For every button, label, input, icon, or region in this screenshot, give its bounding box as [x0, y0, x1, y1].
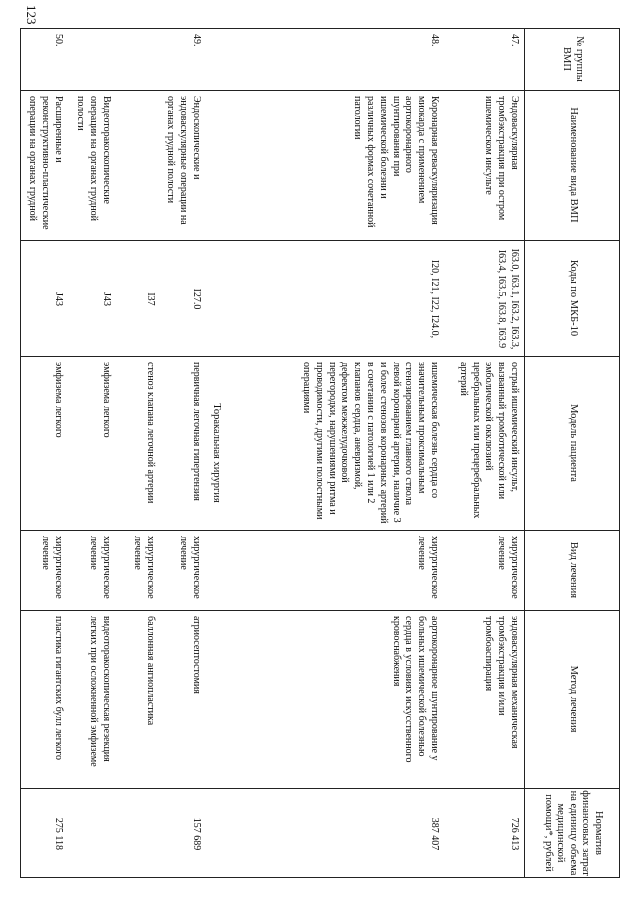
- header-treatment-method: Метод лечения: [567, 665, 579, 732]
- row-47-number: 47.: [509, 33, 520, 46]
- table-rule-bottom: [20, 28, 21, 878]
- row-50-codes: J43: [53, 291, 64, 306]
- header-treatment-type: Вид лечения: [567, 541, 579, 598]
- row-48-model: ишемическая болезнь сердца со значительным проксимальным стенозированием главного ствола левой коронарной артерии, наличие 3 и более стенозов коронарных артерий в сочетании с патологией 1 или 2 клапанов сердца, аневризмой, дефектом межжелудочковой перегородки, нарушениями ритма и проводимости, другими полостными операциями: [301, 361, 440, 523]
- row-49-type: хирургическое лечение: [178, 535, 202, 599]
- header-vmp-name: Наименование вида ВМП: [567, 106, 579, 223]
- header-icd-codes: Коды по МКБ-10: [567, 259, 579, 336]
- row-50-type: хирургическое лечение: [40, 535, 64, 599]
- row-49-method: атриосептостомия: [191, 615, 202, 694]
- row-50-cost: 275 118: [53, 817, 64, 850]
- row-47-model: острый ишемический инсульт, вызванный тромботической или эмболической окклюзией церебральных или прецеребральных артерий: [457, 361, 520, 518]
- row-49c-type: хирургическое лечение: [88, 535, 112, 599]
- row-49b-model: стеноз клапана легочной артерии: [145, 361, 156, 503]
- row-48-codes: I20, I21, I22, I24.0,: [429, 259, 440, 338]
- col-rule: [20, 610, 620, 611]
- row-50-name: Расширенные и реконструктивно-пластические операции на органах грудной: [27, 95, 64, 230]
- header-patient-model: Модель пациента: [567, 403, 579, 482]
- row-49c-name: Видеоторакоскопические операции на органах грудной полости: [75, 95, 112, 221]
- row-49b-type: хирургическое лечение: [132, 535, 156, 599]
- row-49c-codes: J43: [101, 291, 112, 306]
- row-50-model: эмфизема легкого: [53, 361, 64, 438]
- header-cost-norm: Норматив финансовых затрат на единицу объема медицинской помощи*, рублей: [542, 789, 604, 876]
- row-48-type: хирургическое лечение: [416, 535, 440, 599]
- section-title-thoracic-surgery: Торакальная хирургия: [211, 402, 222, 503]
- vmp-table: [20, 28, 620, 878]
- header-group-number: № группы ВМП: [561, 35, 586, 82]
- row-48-number: 48.: [429, 33, 440, 46]
- row-47-cost: 726 413: [509, 817, 520, 850]
- col-rule: [20, 356, 620, 357]
- row-48-cost: 387 407: [429, 817, 440, 850]
- col-rule: [20, 788, 620, 789]
- row-49c-method: видеоторакоскопическая резекция легких при осложненной эмфиземе: [88, 615, 112, 767]
- row-49-name: Эндоскопические и эндоваскулярные операции на органах грудной полости: [165, 95, 202, 225]
- row-49c-model: эмфизема легкого: [101, 361, 112, 438]
- row-50-method: пластика гигантских булл легкого: [53, 615, 64, 760]
- col-rule: [20, 90, 620, 91]
- row-49-model: первичная легочная гипертензия: [191, 361, 202, 501]
- landscape-table-page: [20, 28, 620, 878]
- row-49-number: 49.: [191, 33, 202, 46]
- col-rule: [20, 240, 620, 241]
- row-49-cost: 157 689: [191, 817, 202, 850]
- row-49-codes: I27.0: [191, 288, 202, 309]
- col-rule: [20, 530, 620, 531]
- col-rule: [20, 877, 620, 878]
- page-number: 123: [24, 5, 39, 25]
- row-49b-method: баллонная ангиопластика: [145, 615, 156, 725]
- row-50-number: 50.: [53, 33, 64, 46]
- row-48-method: аортокоронарное шунтирование у больных ишемической болезнью сердца в условиях искусственного кровоснабжения: [390, 615, 440, 762]
- col-rule: [20, 28, 620, 29]
- row-47-name: Эндоваскулярная тромбэкстракция при остром ишемическом инсульте: [483, 95, 520, 220]
- row-47-method: эндоваскулярная механическая тромбэкстракция и/или тромбоаспирация: [483, 615, 520, 748]
- row-47-codes: I63.0, I63.1, I63.2, I63.3, I63.4, I63.5, I63.8, I63.9: [496, 248, 520, 349]
- row-49b-codes: I37: [145, 291, 156, 306]
- row-47-type: хирургическое лечение: [496, 535, 520, 599]
- row-48-name: Коронарная реваскуляризация миокарда с применением аортокоронарного шунтирования при ишемической болезни и различных формах сочетанной патологии: [352, 95, 440, 227]
